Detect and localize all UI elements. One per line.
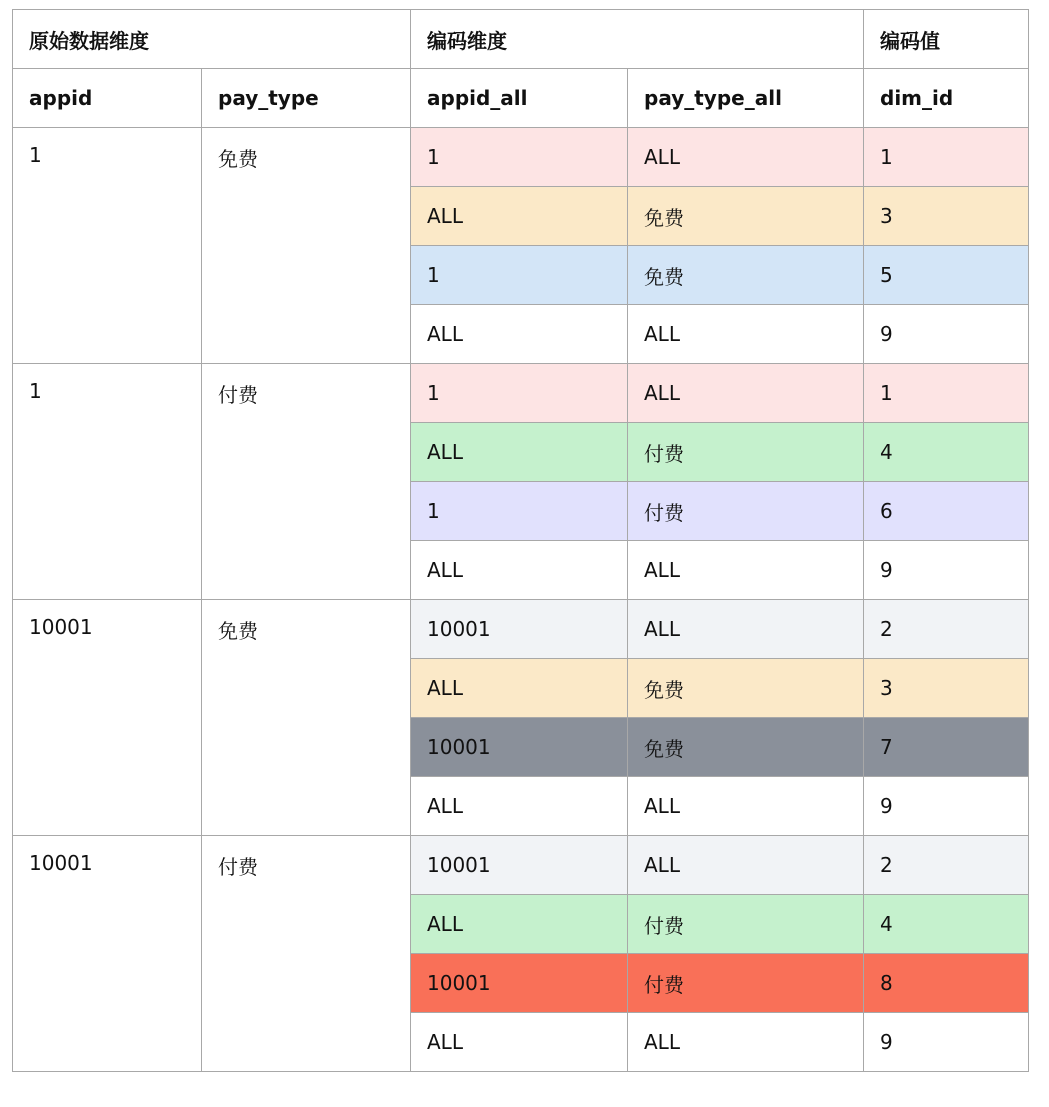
appid-all-cell: ALL (411, 305, 628, 364)
dim-id-cell: 9 (864, 777, 1029, 836)
appid-all-cell: 10001 (411, 954, 628, 1013)
pay-type-all-cell: ALL (628, 128, 864, 187)
appid-all-cell: ALL (411, 777, 628, 836)
group-header-value: 编码值 (864, 10, 1029, 69)
pay-type-all-cell: 付费 (628, 482, 864, 541)
pay-type-all-cell: ALL (628, 777, 864, 836)
original-appid-cell: 1 (13, 128, 202, 364)
original-pay-type-cell: 付费 (202, 836, 411, 1072)
group-header-row (13, 10, 1029, 69)
dim-id-cell: 5 (864, 246, 1029, 305)
appid-all-cell: 1 (411, 482, 628, 541)
appid-all-cell: ALL (411, 187, 628, 246)
column-header-pay-type: pay_type (202, 69, 411, 128)
original-pay-type-cell: 免费 (202, 128, 411, 364)
appid-all-cell: ALL (411, 659, 628, 718)
column-header-pay-type-all: pay_type_all (628, 69, 864, 128)
original-pay-type-cell: 免费 (202, 600, 411, 836)
pay-type-all-cell: 付费 (628, 423, 864, 482)
dim-id-cell: 3 (864, 187, 1029, 246)
appid-all-cell: 1 (411, 364, 628, 423)
column-header-appid: appid (13, 69, 202, 128)
column-header-appid-all: appid_all (411, 69, 628, 128)
dim-id-cell: 9 (864, 1013, 1029, 1072)
appid-all-cell: ALL (411, 1013, 628, 1072)
appid-all-cell: ALL (411, 895, 628, 954)
appid-all-cell: 10001 (411, 836, 628, 895)
pay-type-all-cell: 免费 (628, 246, 864, 305)
dim-id-cell: 6 (864, 482, 1029, 541)
table-row (13, 836, 1029, 895)
dim-id-cell: 9 (864, 305, 1029, 364)
dim-id-cell: 2 (864, 836, 1029, 895)
pay-type-all-cell: ALL (628, 1013, 864, 1072)
table-row (13, 364, 1029, 423)
dim-id-cell: 8 (864, 954, 1029, 1013)
original-pay-type-cell: 付费 (202, 364, 411, 600)
appid-all-cell: 1 (411, 128, 628, 187)
group-header-encoded: 编码维度 (411, 10, 864, 69)
pay-type-all-cell: 付费 (628, 954, 864, 1013)
pay-type-all-cell: ALL (628, 600, 864, 659)
original-appid-cell: 10001 (13, 600, 202, 836)
column-header-row (13, 69, 1029, 128)
appid-all-cell: 10001 (411, 718, 628, 777)
original-appid-cell: 10001 (13, 836, 202, 1072)
dim-id-cell: 4 (864, 895, 1029, 954)
encoding-table (12, 9, 1029, 1072)
pay-type-all-cell: ALL (628, 364, 864, 423)
pay-type-all-cell: 免费 (628, 659, 864, 718)
appid-all-cell: ALL (411, 541, 628, 600)
appid-all-cell: 1 (411, 246, 628, 305)
original-appid-cell: 1 (13, 364, 202, 600)
table-row (13, 600, 1029, 659)
pay-type-all-cell: 付费 (628, 895, 864, 954)
pay-type-all-cell: ALL (628, 836, 864, 895)
dim-id-cell: 4 (864, 423, 1029, 482)
pay-type-all-cell: 免费 (628, 187, 864, 246)
column-header-dim-id: dim_id (864, 69, 1029, 128)
dim-id-cell: 7 (864, 718, 1029, 777)
pay-type-all-cell: 免费 (628, 718, 864, 777)
group-header-original: 原始数据维度 (13, 10, 411, 69)
pay-type-all-cell: ALL (628, 541, 864, 600)
dim-id-cell: 9 (864, 541, 1029, 600)
dim-id-cell: 1 (864, 128, 1029, 187)
dim-id-cell: 2 (864, 600, 1029, 659)
appid-all-cell: ALL (411, 423, 628, 482)
pay-type-all-cell: ALL (628, 305, 864, 364)
table-row (13, 128, 1029, 187)
dim-id-cell: 3 (864, 659, 1029, 718)
appid-all-cell: 10001 (411, 600, 628, 659)
dim-id-cell: 1 (864, 364, 1029, 423)
